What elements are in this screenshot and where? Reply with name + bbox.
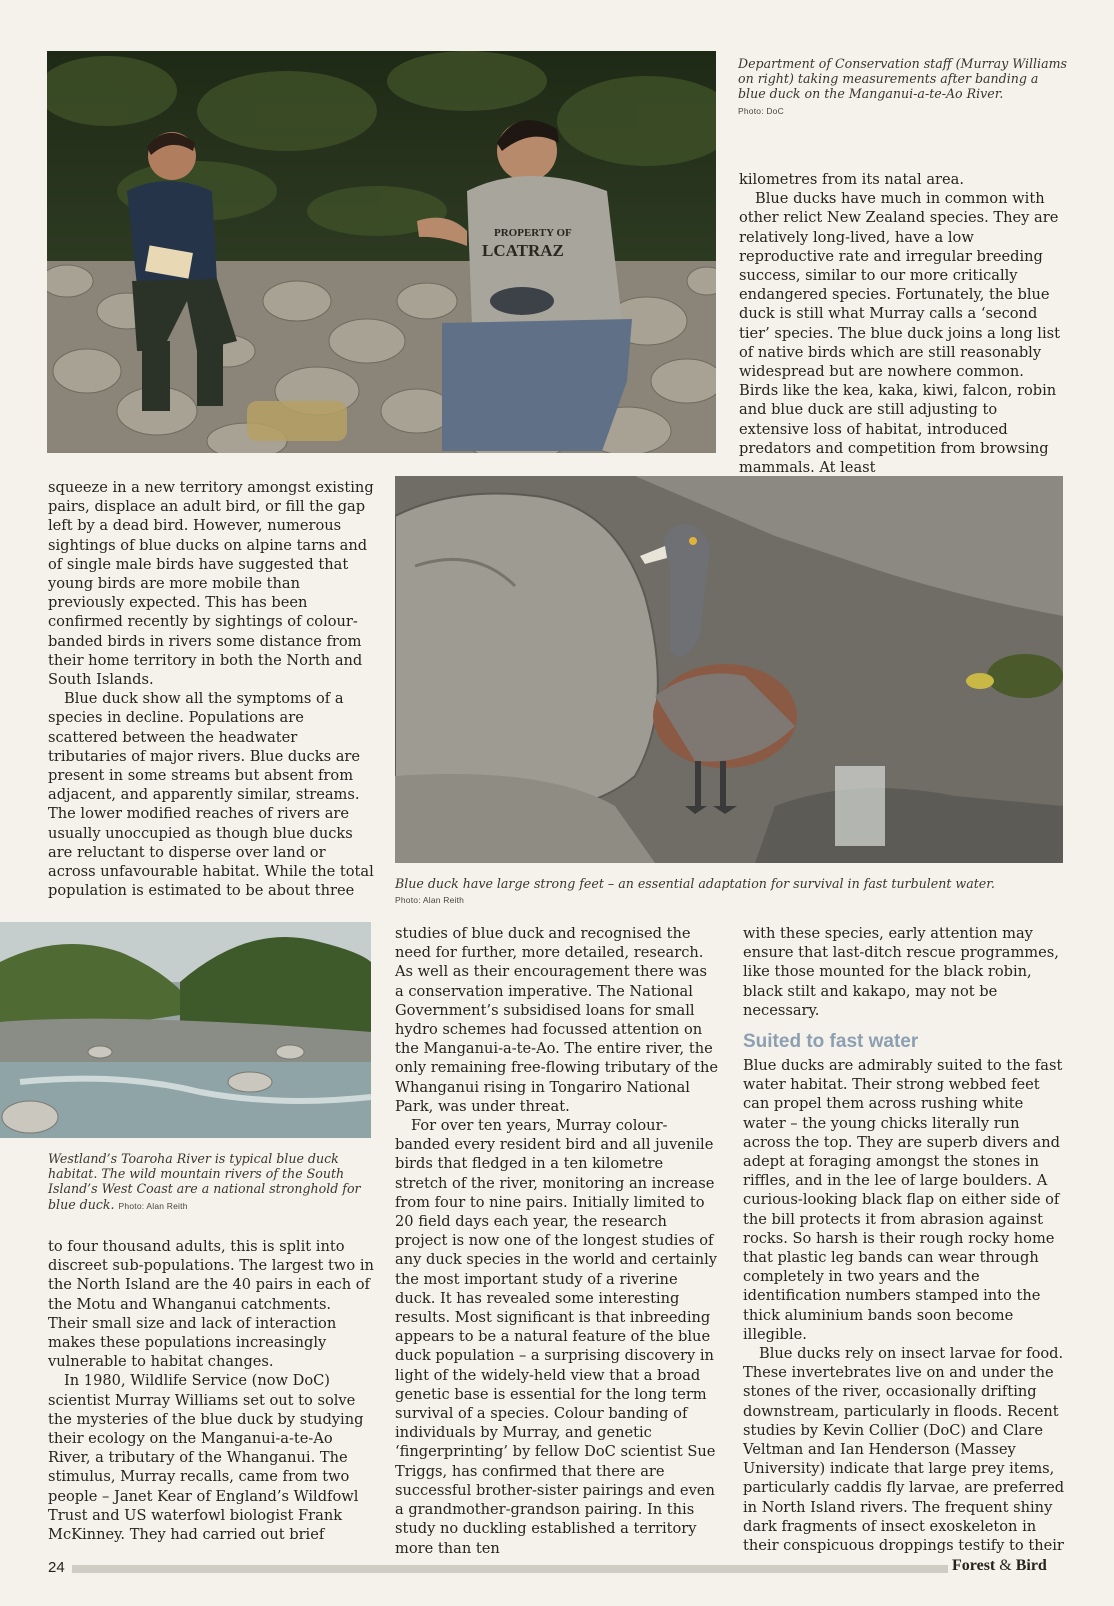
photo-doc-staff-caption [738, 56, 1068, 119]
caption-text: Department of Conservation staff (Murray Williams on right) taking measurements after banding a blue duck on the Manganui-a-te-Ao River. [738, 56, 1067, 102]
column-top-right [739, 170, 1065, 477]
caption-text: Westland’s Toaroha River is typical blue duck habitat. The wild mountain rivers of the South Island’s West Coast are a national stronghold for blue duck. [48, 1151, 361, 1212]
paragraph: For over ten years, Murray colour-banded every resident bird and all juvenile birds that fledged in a ten kilometre stretch of the river, monitoring an increase from four to nine pairs. Initially limited to 20 field days each year, the research project is now one of the longest studies of any duck species in the world and certainly the most important study of a riverine duck. It has revealed some interesting results. Most significant is that inbreeding appears to be a natural feature of the blue duck population – a surprising discovery in light of the widely-held view that a broad genetic base is essential for the long term survival of a species. Colour banding of individuals by Murray, and genetic ‘fingerprinting’ by fellow DoC scientist Sue Triggs, has confirmed that there are successful brother-sister pairings and even a grandmother-grandson pairing. In this study no duckling established a territory more than ten [395, 1117, 718, 1557]
paragraph: In 1980, Wildlife Service (now DoC) scientist Murray Williams set out to solve the mysteries of the blue duck by studying their ecology on the Manganui-a-te-Ao River, a tributary of the Whanganui. The stimulus, Murray recalls, came from two people – Janet Kear of England’s Wildfowl Trust and US waterfowl biologist Frank McKinney. They had carried out brief [48, 1372, 364, 1544]
tshirt-text-2: LCATRAZ [482, 241, 564, 260]
column-bottom-middle [395, 924, 720, 1558]
photo-toaroha-river-caption [48, 1151, 370, 1214]
paragraph: to four thousand adults, this is split into discreet sub-populations. The largest two in the North Island are the 40 pairs in each of the Motu and Whanganui catchments. Their small size and lack of interaction makes these populations increasingly vulnerable to habitat changes. [48, 1238, 374, 1371]
photo-blue-duck-caption [395, 876, 1063, 908]
paragraph: with these species, early attention may ensure that last-ditch rescue programmes, like those mounted for the black robin, black stilt and kakapo, may not be necessary. [743, 925, 1059, 1019]
brand-amp: & [999, 1557, 1012, 1574]
paragraph: kilometres from its natal area. [739, 171, 964, 188]
photo-credit: Photo: Alan Reith [395, 895, 465, 906]
photo-toaroha-river [0, 922, 371, 1138]
paragraph: Blue ducks are admirably suited to the fast water habitat. Their strong webbed feet can propel them across rushing white water – the young chicks literally run across the top. They are superb divers and adept at foraging amongst the stones in riffles, and in the lee of large boulders. A curious-looking black flap on either side of the bill protects it from abrasion against rocks. So harsh is their rough rocky home that plastic leg bands can wear through completely in two years and the identification numbers stamped into the thick aluminium bands soon become illegible. [743, 1057, 1063, 1343]
footer-rule [72, 1565, 948, 1573]
publication-logo [952, 1557, 1047, 1575]
photo-doc-staff [47, 51, 716, 453]
column-mid-left [48, 478, 375, 900]
tshirt-text-1: PROPERTY OF [494, 227, 572, 239]
photo-credit: Photo: Alan Reith [118, 1200, 188, 1211]
paragraph: Blue duck show all the symptoms of a species in decline. Populations are scattered between the headwater tributaries of major rivers. Blue ducks are present in some streams but absent from adjacent, and apparently similar, streams. The lower modified reaches of rivers are usually unoccupied as though blue ducks are reluctant to disperse over land or across unfavourable habitat. While the total population is estimated to be about three [48, 690, 374, 900]
photo-credit: Photo: DoC [738, 105, 784, 116]
brand-forest: Forest [952, 1557, 996, 1574]
column-bottom-right [743, 924, 1068, 1555]
column-bottom-left [48, 1237, 375, 1544]
paragraph: studies of blue duck and recognised the need for further, more detailed, research. As well as their encouragement there was a conservation imperative. The National Government’s subsidised loans for small hydro schemes had focussed attention on the Manganui-a-te-Ao. The entire river, the only remaining free-flowing tributary of the Whanganui rising in Tongariro National Park, was under threat. [395, 925, 719, 1115]
section-heading: Suited to fast water [743, 1031, 919, 1053]
page-number: 24 [48, 1559, 65, 1576]
paragraph: squeeze in a new territory amongst existing pairs, displace an adult bird, or fill the gap left by a dead bird. However, numerous sightings of blue ducks on alpine tarns and of single male birds have suggested that young birds are more mobile than previously expected. This has been confirmed recently by sightings of colour-banded birds in rivers some distance from their home territory in both the North and South Islands. [48, 479, 374, 689]
paragraph: Blue ducks rely on insect larvae for food. These invertebrates live on and under the stones of the river, occasionally drifting downstream, particularly in floods. Recent studies by Kevin Collier (DoC) and Clare Veltman and Ian Henderson (Massey University) indicate that large prey items, particularly caddis fly larvae, are preferred in North Island rivers. The frequent shiny dark fragments of insect exoskeleton in their conspicuous droppings testify to their [743, 1345, 1065, 1555]
brand-bird: Bird [1015, 1557, 1047, 1574]
photo-blue-duck [395, 476, 1063, 863]
caption-text: Blue duck have large strong feet – an essential adaptation for survival in fast turbulent water. [395, 876, 995, 891]
paragraph: Blue ducks have much in common with other relict New Zealand species. They are relatively long-lived, have a low reproductive rate and irregular breeding success, similar to our more critically endangered species. Fortunately, the blue duck is still what Murray calls a ‘second tier’ species. The blue duck joins a long list of native birds which are still reasonably widespread but are nowhere common. Birds like the kea, kaka, kiwi, falcon, robin and blue duck are still adjusting to extensive loss of habitat, introduced predators and competition from browsing mammals. At least [739, 190, 1060, 477]
